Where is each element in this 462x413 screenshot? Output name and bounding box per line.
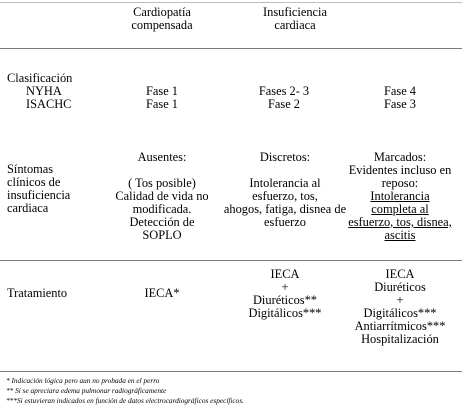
- header-rule: [0, 48, 462, 49]
- symptoms-label: Síntomas clínicos de insuficiencia cardiaca: [7, 162, 71, 215]
- symptoms-col1: Ausentes: ( Tos posible) Calidad de vida no modificada. Detección de SOPLO: [115, 150, 209, 242]
- top-rule: [0, 2, 462, 3]
- classification-col3: Fase 4 Fase 3: [383, 84, 416, 111]
- classification-label: Clasificación NYHA ISACHC: [7, 71, 73, 111]
- classification-col2: Fases 2- 3 Fase 2: [258, 84, 310, 111]
- treatment-col1: IECA*: [144, 286, 180, 300]
- treatment-col3: IECA Diuréticos + Digitálicos*** Antiarrítmicos*** Hospitalización: [354, 267, 446, 346]
- header-col-compensated: Cardiopatía compensada: [131, 5, 193, 32]
- footnote-3: ***Si estuvieran indicados en función de datos electrocardiográficos específicos.: [6, 396, 244, 405]
- symptoms-col3: Marcados: Evidentes incluso en reposo: Intolerancia completa al esfuerzo, tos, disnea, ascitis: [348, 150, 452, 242]
- classification-col1: Fase 1 Fase 1: [145, 84, 178, 111]
- treatment-label: Tratamiento: [7, 286, 68, 300]
- footnote-2: ** Si se apreciara edema pulmonar radiográficamente: [6, 386, 167, 395]
- symptoms-rule: [0, 260, 462, 261]
- footnote-1: * Indicación lógica pero aun no probada en el perro: [6, 376, 160, 385]
- footnote-rule: [0, 371, 462, 372]
- treatment-col2: IECA + Diuréticos** Digitálicos***: [248, 267, 322, 320]
- header-col-heart-failure: Insuficiencia cardiaca: [263, 5, 327, 32]
- symptoms-col2: Discretos: Intolerancia al esfuerzo, tos, ahogos, fatiga, disnea de esfuerzo: [223, 150, 347, 229]
